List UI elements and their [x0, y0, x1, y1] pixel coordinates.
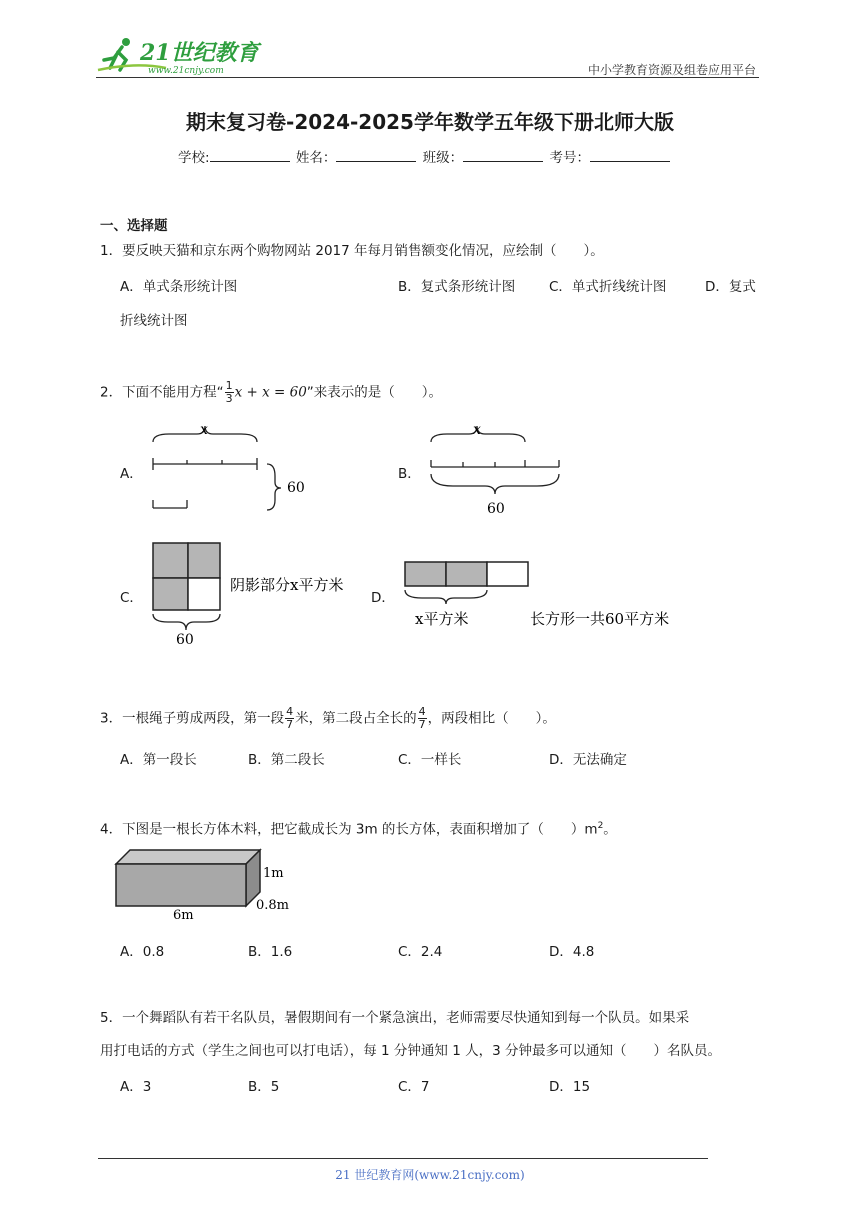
svg-text:x: x: [473, 422, 481, 438]
q4-option-d[interactable]: D．4.8: [549, 944, 595, 960]
q5-option-c[interactable]: C．7: [398, 1079, 430, 1095]
class-label: 班级：: [422, 150, 464, 166]
q2-option-b[interactable]: B．: [398, 466, 421, 482]
q4-cuboid-figure: [110, 846, 310, 926]
q2-text: 2．下面不能用方程“ $\frac{1}{3}$ x + x = 60”来表示的是（ ）。: [100, 379, 443, 405]
school-label: 学校:: [178, 150, 210, 166]
q1-option-d[interactable]: D．复式: [705, 279, 756, 295]
q2-figure-d: [400, 556, 690, 636]
q2-option-a[interactable]: A．: [120, 466, 143, 482]
svg-text:阴影部分x平方米: 阴影部分x平方米: [230, 576, 344, 594]
q1-option-d-cont: 折线统计图: [120, 313, 188, 329]
logo-text: 21世纪教育: [140, 40, 259, 66]
q4-option-a[interactable]: A．0.8: [120, 944, 165, 960]
svg-text:x: x: [200, 422, 208, 438]
footer-divider: [98, 1158, 708, 1159]
q5-line-2: 用打电话的方式（学生之间也可以打电话），每 1 分钟通知 1 人，3 分钟最多可以通知（ ）名队员。: [100, 1043, 721, 1059]
svg-text:60: 60: [487, 501, 505, 517]
q1-text: 1．要反映天猫和京东两个购物网站 2017 年每月销售额变化情况，应绘制（ ）。: [100, 243, 604, 259]
q1-option-a[interactable]: A．单式条形统计图: [120, 279, 238, 295]
svg-text:0.8m: 0.8m: [256, 898, 290, 913]
q3-option-a[interactable]: A．第一段长: [120, 752, 197, 768]
q1-option-c[interactable]: C．单式折线统计图: [549, 279, 667, 295]
q4-text: 4．下图是一根长方体木料，把它截成长为 3m 的长方体，表面积增加了（ ）$m^2$。: [100, 821, 617, 838]
svg-text:x平方米: x平方米: [415, 610, 469, 628]
q2-figure-b: [425, 420, 575, 520]
q4-option-c[interactable]: C．2.4: [398, 944, 443, 960]
number-blank[interactable]: [590, 149, 670, 162]
q1-option-b[interactable]: B．复式条形统计图: [398, 279, 516, 295]
q2-fraction: $\frac{1}{3}$: [225, 379, 233, 405]
class-blank[interactable]: [463, 149, 543, 162]
section-heading: 一、选择题: [100, 218, 168, 234]
svg-text:6m: 6m: [173, 908, 194, 923]
q4-option-b[interactable]: B．1.6: [248, 944, 293, 960]
q2-option-c[interactable]: C．: [120, 590, 143, 606]
info-line: [178, 146, 672, 166]
q5-option-d[interactable]: D．15: [549, 1079, 591, 1095]
site-logo: [96, 34, 266, 76]
q2-option-d[interactable]: D．: [371, 590, 395, 606]
logo-url: www.21cnjy.com: [148, 66, 224, 76]
school-blank[interactable]: [210, 149, 290, 162]
name-blank[interactable]: [336, 149, 416, 162]
q3-option-c[interactable]: C．一样长: [398, 752, 462, 768]
q5-line-1: 5．一个舞蹈队有若干名队员，暑假期间有一个紧急演出，老师需要尽快通知到每一个队员。如果采: [100, 1010, 690, 1026]
q3-option-b[interactable]: B．第二段长: [248, 752, 325, 768]
q5-option-b[interactable]: B．5: [248, 1079, 280, 1095]
q3-fraction-1: $\frac{4}{7}$: [286, 705, 294, 731]
page-title: 期末复习卷-2024-2025学年数学五年级下册北师大版: [186, 110, 674, 134]
svg-text:60: 60: [287, 480, 305, 496]
svg-text:长方形一共60平方米: 长方形一共60平方米: [530, 610, 670, 628]
number-label: 考号：: [549, 150, 590, 166]
svg-text:1m: 1m: [263, 866, 284, 881]
platform-label: 中小学教育资源及组卷应用平台: [587, 63, 756, 77]
q5-option-a[interactable]: A．3: [120, 1079, 152, 1095]
q3-fraction-2: $\frac{4}{7}$: [418, 705, 426, 731]
header-divider: [96, 77, 759, 78]
name-label: 姓名：: [295, 150, 337, 166]
footer-text[interactable]: 21 世纪教育网(www.21cnjy.com): [335, 1168, 525, 1182]
q3-option-d[interactable]: D．无法确定: [549, 752, 627, 768]
svg-text:60: 60: [176, 632, 194, 648]
q3-text: 3．一根绳子剪成两段，第一段 $\frac{4}{7}$ 米，第二段占全长的 $\frac{4}{7}$ ，两段相比（ ）。: [100, 705, 556, 731]
q2-figure-c: [148, 538, 368, 650]
q2-figure-a: [145, 420, 315, 520]
